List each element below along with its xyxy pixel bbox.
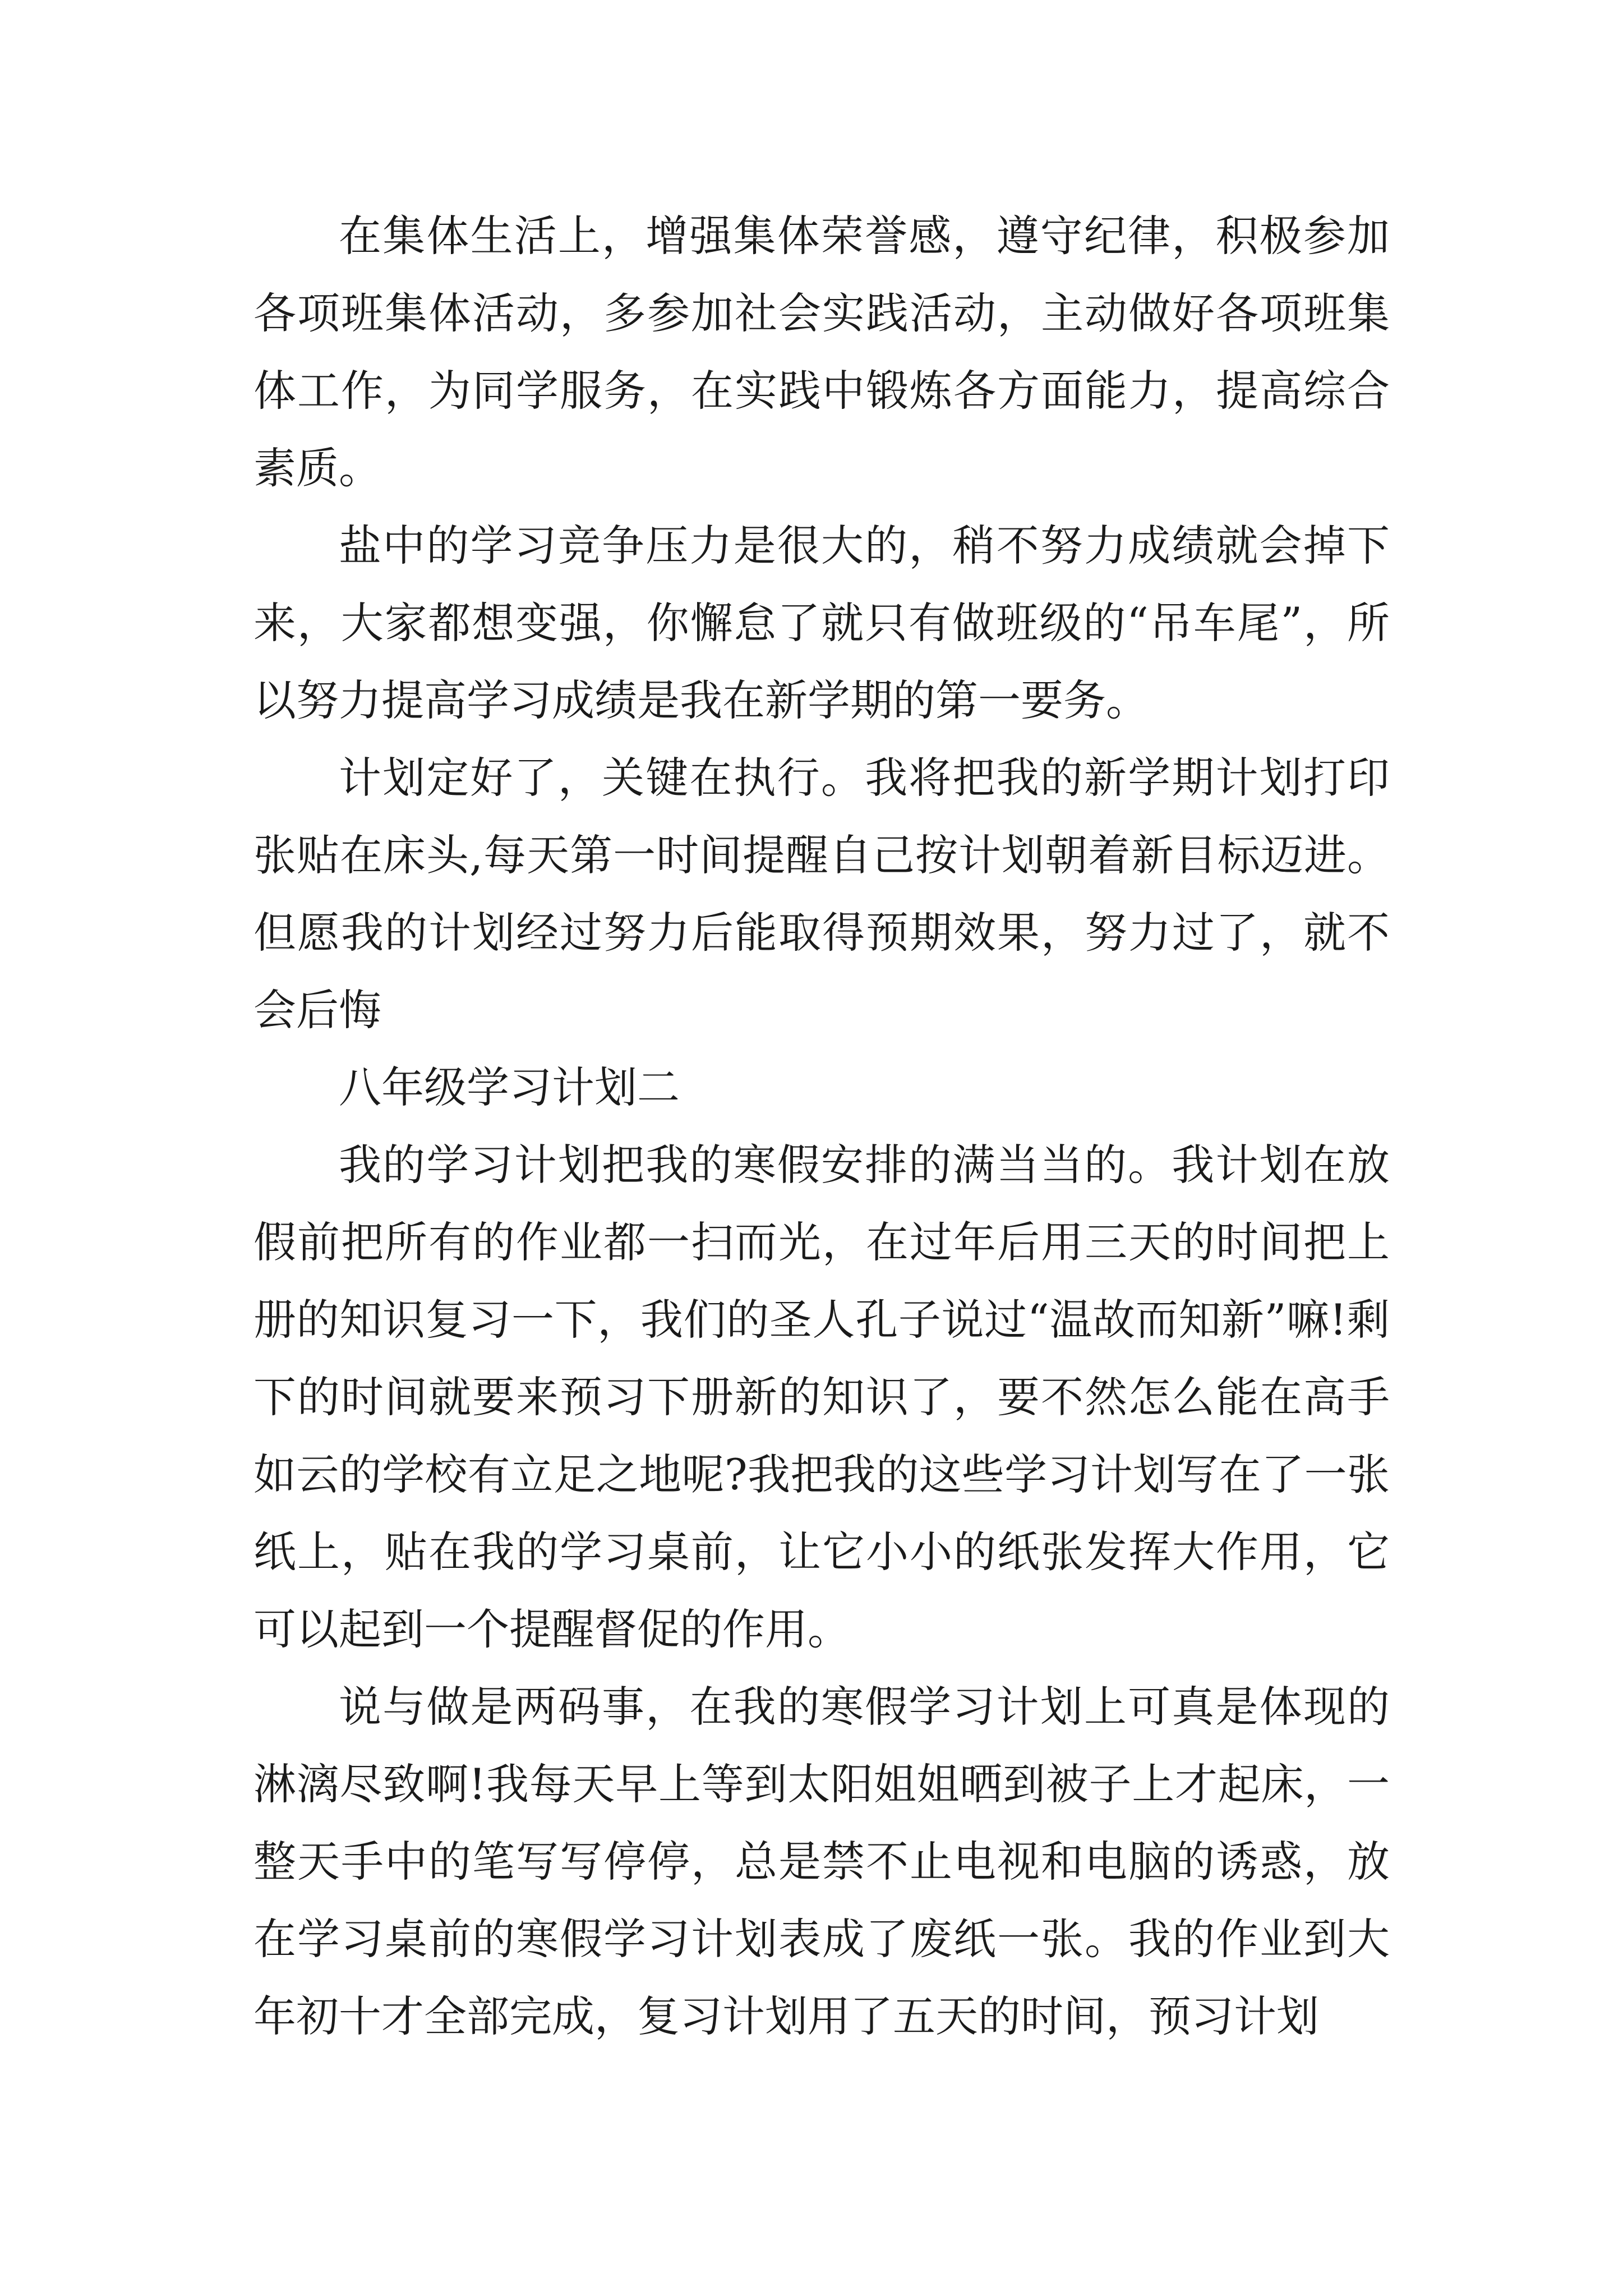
paragraph-winter-plan: 我的学习计划把我的寒假安排的满当当的。我计划在放假前把所有的作业都一扫而光，在过年后用三天的时间把上册的知识复习一下，我们的圣人孔子说过“温故而知新”嘛!剩下的时间就要来预习下册新的知识了，要不然怎么能在高手如云的学校有立足之地呢?我把我的这些学习计划写在了一张纸上，贴在我的学习桌前，让它小小的纸张发挥大作用，它可以起到一个提醒督促的作用。 — [253, 1140, 1390, 1654]
section-heading: 八年级学习计划二 — [339, 1062, 680, 1112]
paragraph-collective-life: 在集体生活上，增强集体荣誉感，遵守纪律，积极参加各项班集体活动，多参加社会实践活动，主动做好各项班集体工作，为同学服务，在实践中锻炼各方面能力，提高综合素质。 — [253, 211, 1390, 493]
paragraph-execution: 计划定好了，关键在执行。我将把我的新学期计划打印张贴在床头,每天第一时间提醒自己按计划朝着新目标迈进。但愿我的计划经过努力后能取得预期效果，努力过了，就不会后悔 — [253, 753, 1390, 1035]
document-body — [253, 197, 1390, 2055]
paragraph-competition: 盐中的学习竞争压力是很大的，稍不努力成绩就会掉下来，大家都想变强，你懈怠了就只有做班级的“吊车尾”，所以努力提高学习成绩是我在新学期的第一要务。 — [253, 521, 1390, 725]
paragraph-saying-doing: 说与做是两码事，在我的寒假学习计划上可真是体现的淋漓尽致啊!我每天早上等到太阳姐姐晒到被子上才起床，一整天手中的笔写写停停，总是禁不止电视和电脑的诱惑，放在学习桌前的寒假学习计划表成了废纸一张。我的作业到大年初十才全部完成，复习计划用了五天的时间，预习计划 — [253, 1682, 1390, 2041]
